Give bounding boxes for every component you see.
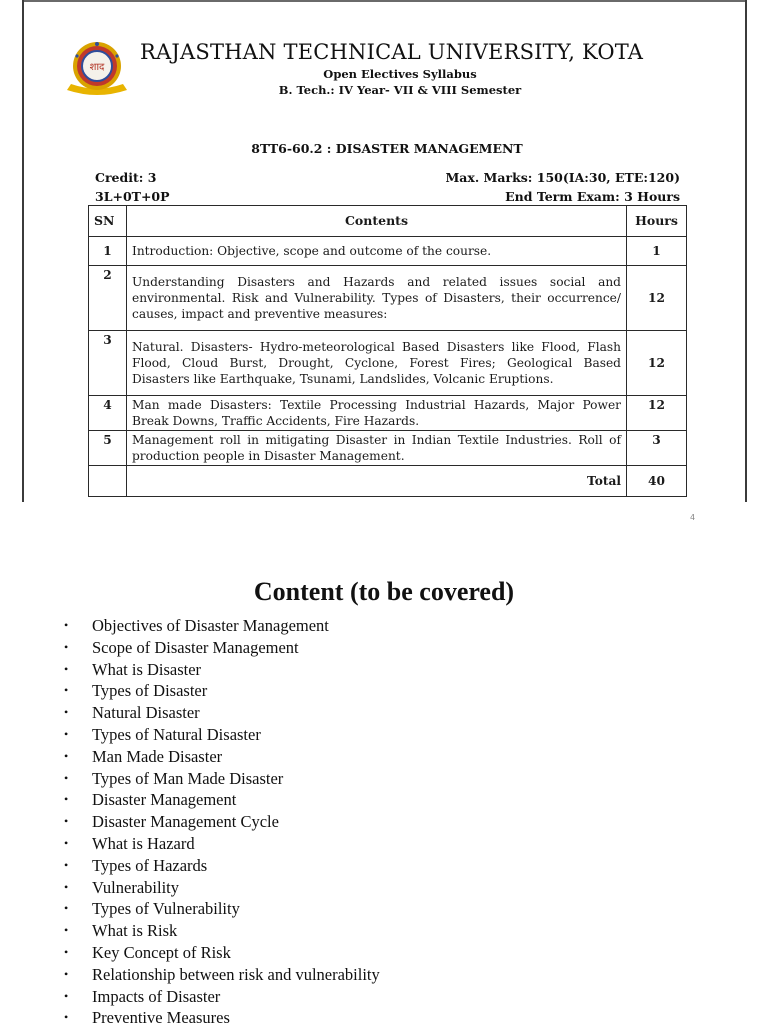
list-item-text: Natural Disaster — [92, 703, 200, 723]
list-item — [60, 942, 380, 964]
total-row — [89, 466, 687, 497]
bullet-icon: • — [64, 835, 69, 850]
list-item-text: Relationship between risk and vulnerability — [92, 964, 380, 984]
list-item-text: Types of Man Made Disaster — [92, 768, 284, 788]
bullet-icon: • — [64, 726, 69, 741]
logo-text: शाद — [89, 62, 105, 73]
bullet-icon: • — [64, 748, 69, 763]
bullet-icon: • — [64, 944, 69, 959]
bullet-icon: • — [64, 814, 69, 829]
row-sn: 5 — [89, 431, 127, 466]
bullet-icon: • — [64, 792, 69, 807]
bullet-icon: • — [64, 770, 69, 785]
university-logo-icon — [63, 38, 131, 98]
list-item — [60, 811, 380, 833]
total-empty-cell — [89, 466, 127, 497]
header-hours: Hours — [627, 206, 687, 237]
list-item — [60, 615, 380, 637]
row-sn: 3 — [89, 331, 127, 396]
university-name: RAJASTHAN TECHNICAL UNIVERSITY, KOTA — [140, 40, 644, 64]
table-row — [89, 237, 687, 266]
bullet-icon: • — [64, 901, 69, 916]
bullet-icon: • — [64, 661, 69, 676]
total-label: Total — [127, 466, 627, 497]
bullet-icon: • — [64, 857, 69, 872]
frame-border-top — [22, 0, 747, 2]
bullet-icon: • — [64, 618, 69, 632]
list-item-text: What is Risk — [92, 921, 178, 941]
table-row — [89, 396, 687, 431]
table-header-row — [89, 206, 687, 237]
list-item-text: Key Concept of Risk — [92, 942, 231, 962]
ltp-text: 3L+0T+0P — [95, 189, 170, 204]
total-value: 40 — [627, 466, 687, 497]
topics-list — [60, 615, 380, 1029]
row-sn: 1 — [89, 237, 127, 266]
row-hours: 12 — [627, 266, 687, 331]
list-item — [60, 920, 380, 942]
bullet-icon: • — [64, 683, 69, 698]
row-contents: Management roll in mitigating Disaster in Indian Textile Industries. Roll of production people in Disaster Management. — [127, 431, 627, 466]
credit-text: Credit: 3 — [95, 170, 157, 185]
row-hours: 12 — [627, 331, 687, 396]
list-item — [60, 855, 380, 877]
list-item-text: Scope of Disaster Management — [92, 637, 299, 657]
course-title: 8TT6-60.2 : DISASTER MANAGEMENT — [251, 141, 523, 156]
list-item — [60, 637, 380, 659]
row-hours: 3 — [627, 431, 687, 466]
frame-border-left — [22, 0, 24, 502]
list-item — [60, 898, 380, 920]
list-item-text: Vulnerability — [92, 877, 179, 897]
row-hours: 12 — [627, 396, 687, 431]
list-item-text: Man Made Disaster — [92, 746, 223, 766]
row-sn: 2 — [89, 266, 127, 331]
list-item — [60, 768, 380, 790]
bullet-icon: • — [64, 1010, 69, 1025]
bullet-icon: • — [64, 639, 69, 654]
list-item-text: What is Hazard — [92, 833, 195, 853]
content-slide — [0, 502, 768, 1028]
table-row — [89, 431, 687, 466]
list-item-text: Types of Vulnerability — [92, 899, 240, 919]
list-item — [60, 986, 380, 1008]
page-number: 4 — [690, 513, 696, 522]
list-item — [60, 789, 380, 811]
row-contents: Introduction: Objective, scope and outcome of the course. — [127, 237, 627, 266]
bullet-icon: • — [64, 966, 69, 981]
syllabus-slide — [0, 0, 768, 502]
list-item — [60, 877, 380, 899]
syllabus-subtitle: Open Electives Syllabus — [323, 67, 477, 81]
list-item-text: Objectives of Disaster Management — [92, 616, 329, 635]
exam-duration-text: End Term Exam: 3 Hours — [505, 189, 680, 204]
table-row — [89, 266, 687, 331]
row-contents: Natural. Disasters- Hydro-meteorological Based Disasters like Flood, Flash Flood, Cloud Burst, Drought, Cyclone, Forest Fires; Geological Based Disasters like Earthquake, Tsunami, Landslides, Volcanic Eruptions. — [127, 331, 627, 396]
list-item — [60, 724, 380, 746]
row-sn: 4 — [89, 396, 127, 431]
frame-border-right — [745, 0, 747, 502]
list-item — [60, 964, 380, 986]
list-item — [60, 833, 380, 855]
list-item-text: Types of Natural Disaster — [92, 724, 261, 744]
list-item — [60, 680, 380, 702]
bullet-icon: • — [64, 879, 69, 894]
list-item-text: Impacts of Disaster — [92, 986, 221, 1006]
table-row — [89, 331, 687, 396]
list-item — [60, 659, 380, 681]
list-item-text: Types of Disaster — [92, 681, 208, 701]
list-item — [60, 1007, 380, 1029]
syllabus-table — [88, 205, 687, 497]
list-item-text: Disaster Management Cycle — [92, 812, 279, 832]
header-contents: Contents — [127, 206, 627, 237]
max-marks-text: Max. Marks: 150(IA:30, ETE:120) — [445, 170, 680, 185]
row-contents: Man made Disasters: Textile Processing Industrial Hazards, Major Power Break Downs, Traffic Accidents, Fire Hazards. — [127, 396, 627, 431]
list-item-text: Disaster Management — [92, 790, 237, 810]
year-semester-subtitle: B. Tech.: IV Year- VII & VIII Semester — [278, 83, 522, 97]
list-item — [60, 702, 380, 724]
header-sn: SN — [89, 206, 127, 237]
list-item-text: What is Disaster — [92, 659, 202, 679]
list-item-text: Preventive Measures — [92, 1008, 230, 1028]
bullet-icon: • — [64, 923, 69, 938]
row-hours: 1 — [627, 237, 687, 266]
row-contents: Understanding Disasters and Hazards and related issues social and environmental. Risk and Vulnerability. Types of Disasters, their occurrence/ causes, impact and preventive measures: — [127, 266, 627, 331]
list-item — [60, 746, 380, 768]
bullet-icon: • — [64, 988, 69, 1003]
content-slide-title: Content (to be covered) — [253, 577, 515, 606]
bullet-icon: • — [64, 705, 69, 720]
list-item-text: Types of Hazards — [92, 855, 208, 875]
